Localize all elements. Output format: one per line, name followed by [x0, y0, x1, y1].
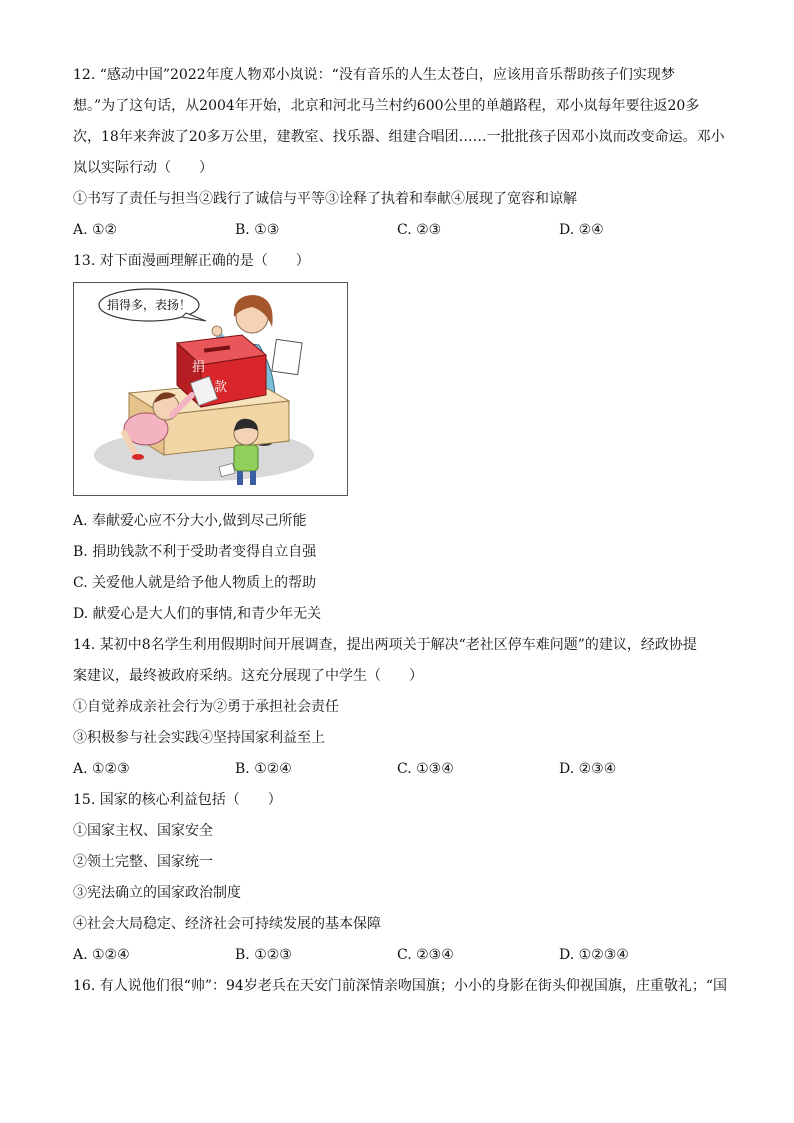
teacher-thumb-up — [212, 326, 222, 336]
donation-cartoon — [73, 282, 348, 496]
q14-stem-line-1: 14. 某初中8名学生利用假期时间开展调查，提出两项关于解决“老社区停车难问题”的建议，经政协提 — [73, 637, 697, 653]
q15-option-c[interactable]: C. ②③④ — [397, 947, 454, 963]
q13-option-a[interactable]: A. 奉献爱心应不分大小,做到尽己所能 — [73, 513, 307, 529]
q14-option-c[interactable]: C. ①③④ — [397, 761, 454, 777]
girl-shoe — [132, 454, 144, 460]
donation-box-label-2: 款 — [214, 380, 228, 395]
question-12 — [73, 60, 723, 246]
q15-statement-3: ③宪法确立的国家政治制度 — [73, 885, 241, 901]
q14-options — [73, 754, 723, 785]
question-16 — [73, 971, 727, 1002]
q14-statements-line-1: ①自觉养成亲社会行为②勇于承担社会责任 — [73, 699, 339, 715]
question-14 — [73, 630, 723, 785]
q12-option-a[interactable]: A. ①② — [73, 222, 118, 238]
donation-box-label-1: 捐 — [192, 360, 206, 375]
q12-option-c[interactable]: C. ②③ — [397, 222, 442, 238]
q15-stem: 15. 国家的核心利益包括（ ） — [73, 792, 282, 808]
q13-stem: 13. 对下面漫画理解正确的是（ ） — [73, 253, 310, 269]
q15-option-d[interactable]: D. ①②③④ — [559, 947, 629, 963]
q13-option-b[interactable]: B. 捐助钱款不利于受助者变得自立自强 — [73, 544, 317, 560]
q15-statement-2: ②领土完整、国家统一 — [73, 854, 213, 870]
q12-stem-line-2: 想。”为了这句话，从2004年开始，北京和河北马兰村约600公里的单趟路程，邓小岚每年要往返20多 — [73, 98, 700, 114]
cartoon-illustration — [74, 283, 347, 495]
q14-statements-line-2: ③积极参与社会实践④坚持国家利益至上 — [73, 730, 325, 746]
boy-shirt — [234, 445, 258, 471]
speech-bubble-text: 捐得多，表扬！ — [106, 298, 192, 312]
question-15 — [73, 785, 723, 971]
q15-options — [73, 940, 723, 971]
q14-option-b[interactable]: B. ①②④ — [235, 761, 292, 777]
boy-leg-left — [237, 471, 243, 485]
q12-options — [73, 215, 723, 246]
q14-option-d[interactable]: D. ②③④ — [559, 761, 617, 777]
q15-option-a[interactable]: A. ①②④ — [73, 947, 130, 963]
q14-stem-line-2: 案建议，最终被政府采纳。这充分展现了中学生（ ） — [73, 668, 423, 684]
q13-option-c[interactable]: C. 关爱他人就是给予他人物质上的帮助 — [73, 575, 317, 591]
boy-leg-right — [250, 471, 256, 485]
teacher-paper — [272, 339, 302, 374]
q14-option-a[interactable]: A. ①②③ — [73, 761, 130, 777]
q12-stem-line-3: 次，18年来奔波了20多万公里，建教室、找乐器、组建合唱团……一批批孩子因邓小岚而改变命运。邓小 — [73, 129, 725, 145]
q16-stem-line-1: 16. 有人说他们很“帅”：94岁老兵在天安门前深情亲吻国旗；小小的身影在街头仰视国旗，庄重敬礼；“国 — [73, 978, 727, 994]
q12-option-b[interactable]: B. ①③ — [235, 222, 280, 238]
q15-statement-4: ④社会大局稳定、经济社会可持续发展的基本保障 — [73, 916, 381, 932]
q15-statement-1: ①国家主权、国家安全 — [73, 823, 213, 839]
q15-option-b[interactable]: B. ①②③ — [235, 947, 292, 963]
q12-option-d[interactable]: D. ②④ — [559, 222, 604, 238]
speech-bubble-tail — [182, 313, 206, 321]
q13-option-d[interactable]: D. 献爱心是大人们的事情,和青少年无关 — [73, 606, 322, 622]
q12-statements: ①书写了责任与担当②践行了诚信与平等③诠释了执着和奉献④展现了宽容和谅解 — [73, 191, 577, 207]
q12-stem-line-4: 岚以实际行动（ ） — [73, 160, 213, 176]
question-13 — [73, 246, 723, 630]
q12-stem-line-1: 12. “感动中国”2022年度人物邓小岚说：“没有音乐的人生太苍白，应该用音乐帮助孩子们实现梦 — [73, 67, 675, 83]
exam-page — [73, 60, 727, 1002]
